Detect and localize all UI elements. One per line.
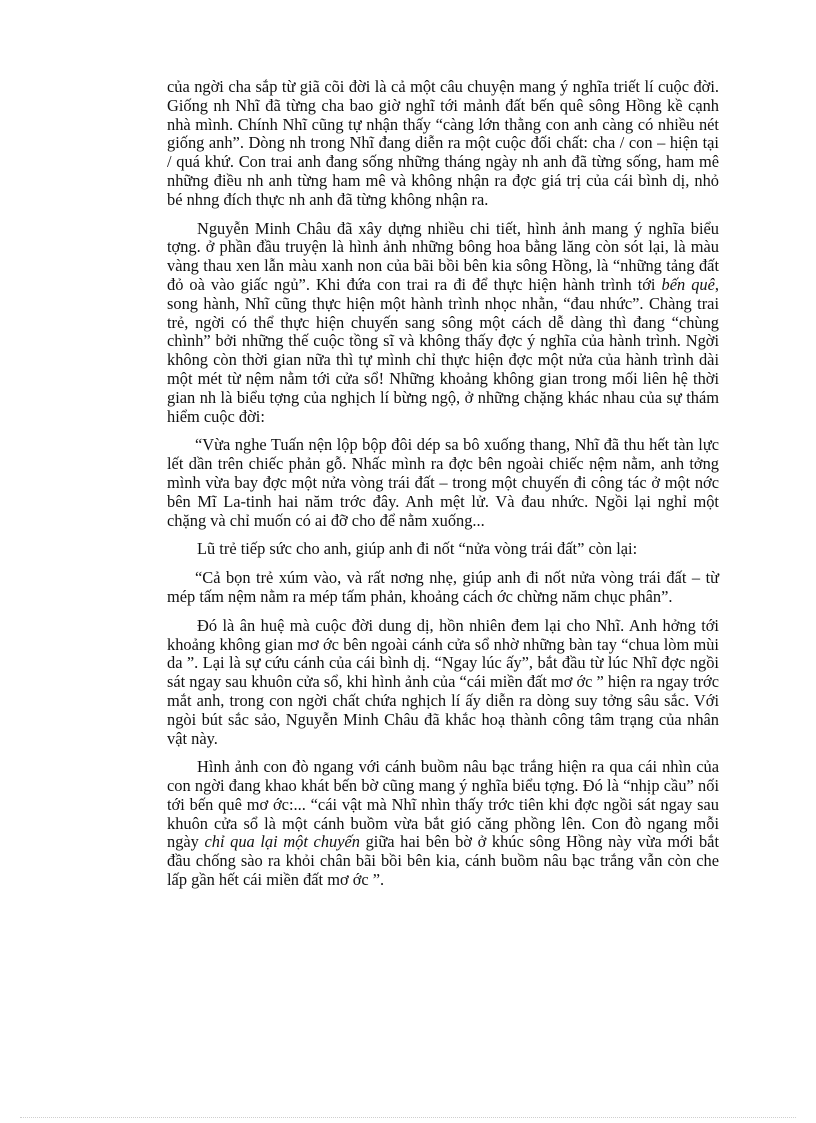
paragraph-5-text-a: Hình ảnh con đò ngang với cánh buồm nâu bạc trắng hiện ra qua cái nhìn của con ngời đang khao khát bến bờ cũng mang ý nghĩa biểu tợng. Đó là “nhịp cầu” nối tới bến quê mơ ớc:... “cái vật mà Nhĩ nhìn thấy trớc tiên khi đợc ngồi sát ngay sau khuôn cửa sổ là một cánh buồm vừa bắt gió căng phồng lên. Con đò ngang mỗi ngày	[167, 757, 719, 852]
paragraph-2-italic: bến quê	[661, 274, 715, 294]
paragraph-5	[167, 758, 719, 890]
paragraph-2-text-a: Nguyễn Minh Châu đã xây dựng nhiều chi tiết, hình ảnh mang ý nghĩa biểu tợng. ở phần đầu truyện là hình ảnh những bông hoa bằng lăng còn sót lại, là màu vàng thau xen lẫn màu xanh non của bãi bồi bên kia sông Hồng, là “những tảng đất đỏ oà vào giấc ngủ”. Khi đứa con trai ra đi để thực hiện hành trình tới	[167, 218, 719, 294]
paragraph-3: Lũ trẻ tiếp sức cho anh, giúp anh đi nốt “nửa vòng trái đất” còn lại:	[197, 539, 638, 559]
quote-2: “Cả bọn trẻ xúm vào, và rất nơng nhẹ, giúp anh đi nốt nửa vòng trái đất – từ mép tấm nệm nằm ra mép tấm phản, khoảng cách ớc chừng năm chục phân”.	[167, 568, 719, 606]
paragraph-5-italic: chỉ qua lại một chuyến	[204, 832, 360, 852]
paragraph-1: của ngời cha sắp từ giã cõi đời là cả một câu chuyện mang ý nghĩa triết lí cuộc đời. Giống nh Nhĩ đã từng cha bao giờ nghĩ tới mảnh đất bến quê sông Hồng kề cạnh nhà mình. Chính Nhĩ cũng tự nhận thấy “càng lớn thằng con anh càng có nhiều nét giống anh”. Dòng nh trong Nhĩ đang diễn ra một cuộc đối chất: cha / con – hiện tại / quá khứ. Con trai anh đang sống những tháng ngày nh anh đã từng sống, ham mê những điều nh anh từng ham mê và không nhận ra đợc giá trị của cái bình dị, nhỏ bé nhng đích thực nh anh đã từng không nhận ra.	[167, 77, 719, 209]
quote-1: “Vừa nghe Tuấn nện lộp bộp đôi dép sa bô xuống thang, Nhĩ đã thu hết tàn lực lết dần trên chiếc phản gỗ. Nhấc mình ra đợc bên ngoài chiếc nệm nằm, anh tởng mình vừa bay đợc một nửa vòng trái đất – trong một chuyến đi công tác ở một nớc bên Mĩ La-tinh hai năm trớc đây. Anh mệt lử. Và đau nhức. Ngồi lại nghỉ một chặng và chỉ muốn có ai đỡ cho để nằm xuống...	[167, 435, 719, 530]
paragraph-4: Đó là ân huệ mà cuộc đời dung dị, hồn nhiên đem lại cho Nhĩ. Anh hởng tới khoảng không gian mơ ớc bên ngoài cánh cửa sổ nhờ những bàn tay “chua lòm mùi da ”. Lại là sự cứu cánh của cái bình dị. “Ngay lúc ấy”, bắt đầu từ lúc Nhĩ đợc ngồi sát ngay sau khuôn cửa sổ, khi hình ảnh của “cái miền đất mơ ớc ” hiện ra ngay trớc mắt anh, trong con ngời chất chứa nghịch lí ấy diễn ra dòng suy tởng sâu sắc. Với ngòi bút sắc sảo, Nguyễn Minh Châu đã khắc hoạ thành công tâm trạng của nhân vật này.	[167, 615, 719, 748]
paragraph-2	[167, 220, 719, 427]
paragraph-2-text-b: , song hành, Nhĩ cũng thực hiện một hành trình nhọc nhằn, “đau nhức”. Chàng trai trẻ, ngời có thể thực hiện chuyến sang sông một cách dễ dàng thì đang “chùng chình” bởi những thế cuộc tồng sĩ và không thấy đợc ý nghĩa của hành trình. Ngời không còn thời gian nữa thì tự mình chỉ thực hiện đợc một nửa của hành trình dài một mét từ nệm nằm tới cửa sổ! Những khoảng không gian trong mối liên hệ thời gian nh là biểu tợng của nghịch lí bừng ngộ, ở những chặng khác nhau của sự thám hiểm cuộc đời:	[167, 274, 719, 426]
paragraph-5-text-b: giữa hai bên bờ ở khúc sông Hồng này vừa mới bắt đầu chống sào ra khỏi chân bãi bồi bên kia, cánh buồm nâu bạc trắng vẫn còn che lấp gần hết cái miền đất mơ ớc ”.	[167, 832, 719, 890]
page-bottom-rule	[20, 1117, 796, 1118]
document-page	[167, 78, 719, 900]
